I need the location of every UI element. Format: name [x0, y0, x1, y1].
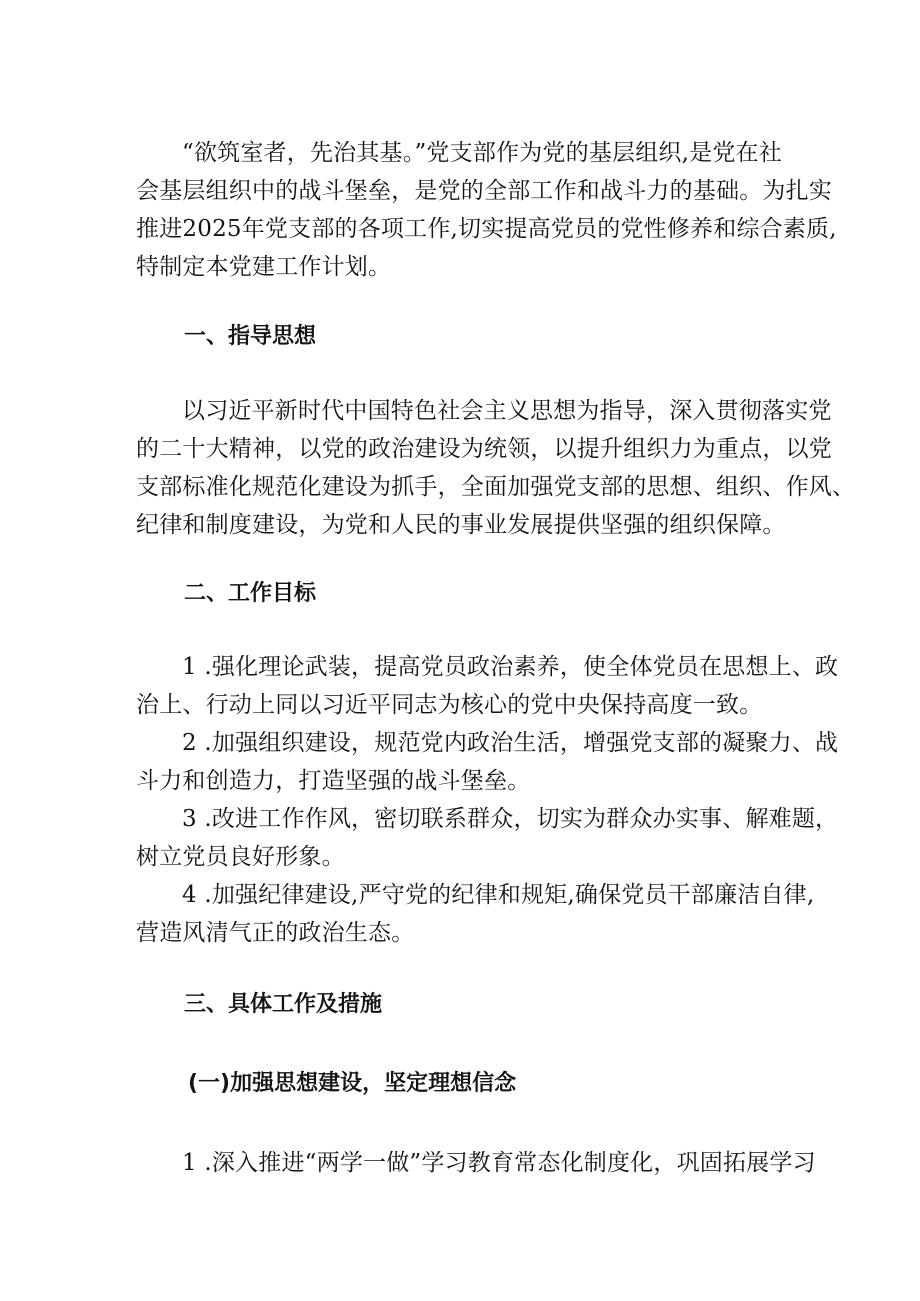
- subsection-heading-ideological-building: (一)加强思想建设，坚定理想信念: [188, 1071, 517, 1096]
- intro-line: “欲筑室者，先治其基。”党支部作为党的基层组织,是党在社: [182, 140, 782, 166]
- work-goals-list: [136, 648, 839, 952]
- paragraph-line: 的二十大精神，以党的政治建设为统领，以提升组织力为重点，以党: [136, 436, 832, 462]
- paragraph-line: 纪律和制度建设，为党和人民的事业发展提供坚强的组织保障。: [136, 512, 786, 538]
- list-item-line: 斗力和创造力，打造坚强的战斗堡垒。: [136, 768, 531, 794]
- intro-line: 会基层组织中的战斗堡垒，是党的全部工作和战斗力的基础。为扎实: [136, 178, 832, 204]
- intro-line: 特制定本党建工作计划。: [136, 254, 392, 280]
- guiding-ideology-paragraph: [136, 392, 856, 544]
- list-item-line: 4 .加强纪律建设,严守党的纪律和规矩,确保党员干部廉洁自律,: [182, 882, 815, 908]
- section-heading-guiding-ideology: 一、指导思想: [184, 324, 317, 349]
- list-item-line: 2 .加强组织建设，规范党内政治生活，增强党支部的凝聚力、战: [182, 730, 839, 756]
- list-item: [136, 724, 839, 800]
- list-item-line: 3 .改进工作作风，密切联系群众，切实为群众办实事、解难题，: [182, 806, 839, 832]
- intro-line: 推进2025年党支部的各项工作,切实提高党员的党性修养和综合素质,: [136, 216, 837, 242]
- list-item: [136, 876, 815, 952]
- section-heading-specific-work: 三、具体工作及措施: [184, 992, 383, 1017]
- list-item-line: 树立党员良好形象。: [136, 844, 345, 870]
- section-heading-work-goals: 二、工作目标: [184, 581, 317, 606]
- list-item-line: 营造风清气正的政治生态。: [136, 920, 415, 946]
- list-item: [136, 800, 839, 876]
- list-item-line: 1 .强化理论武装，提高党员政治素养，使全体党员在思想上、政: [182, 654, 839, 680]
- paragraph-line: 1 .深入推进“两学一做”学习教育常态化制度化，巩固拓展学习: [182, 1150, 816, 1176]
- list-item-line: 治上、行动上同以习近平同志为核心的党中央保持高度一致。: [136, 692, 763, 718]
- specific-work-paragraph: [182, 1144, 842, 1182]
- paragraph-line: 支部标准化规范化建设为抓手，全面加强党支部的思想、组织、作风、: [136, 474, 856, 500]
- intro-paragraph: [136, 134, 837, 286]
- list-item: [136, 648, 839, 724]
- paragraph-line: 以习近平新时代中国特色社会主义思想为指导，深入贯彻落实党: [182, 398, 832, 424]
